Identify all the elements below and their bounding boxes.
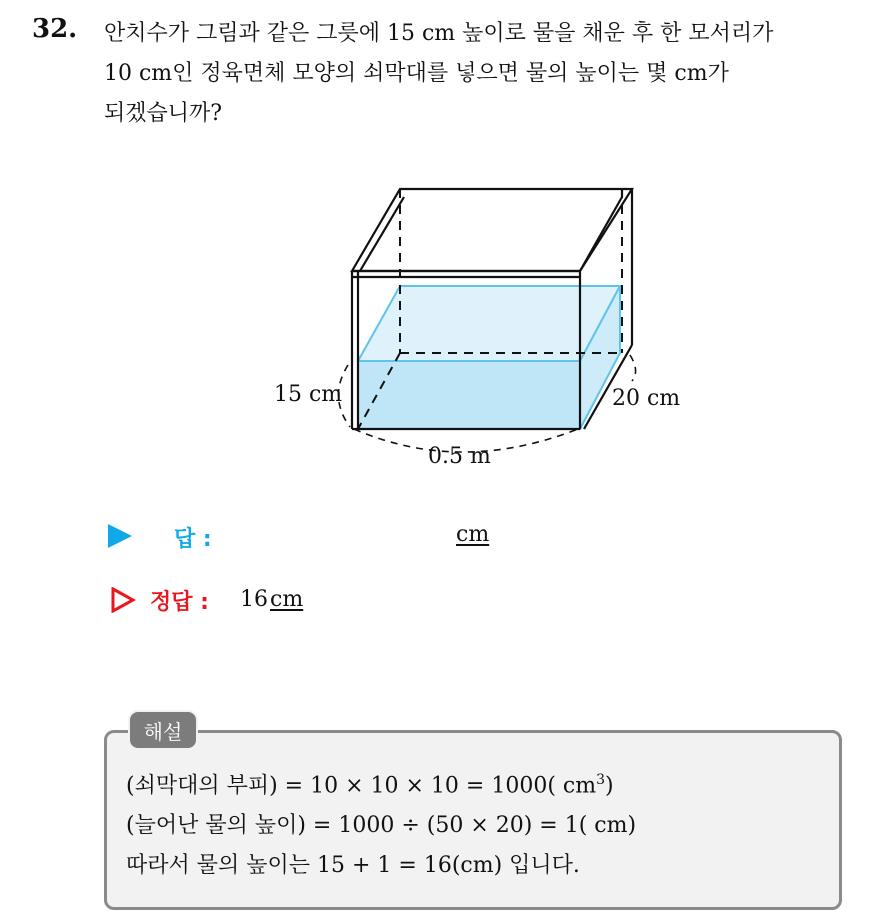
depth-label: 20 cm — [612, 386, 681, 411]
correct-answer-label: 정답 : — [150, 590, 209, 615]
question-line-3: 되겠습니까? — [104, 101, 223, 126]
container-figure — [260, 175, 700, 475]
width-label: 0.5 m — [428, 444, 491, 469]
play-icon — [108, 524, 132, 548]
solution-line-1-exponent: 3 — [596, 772, 606, 788]
answer-unit: cm — [456, 522, 490, 547]
solution-line-2: (늘어난 물의 높이) = 1000 ÷ (50 × 20) = 1( cm) — [126, 813, 637, 839]
question-line-1: 안치수가 그림과 같은 그릇에 15 cm 높이로 물을 채운 후 한 모서리가 — [104, 21, 774, 46]
question-number: 32. — [32, 14, 78, 44]
correct-answer-unit: cm — [270, 587, 304, 612]
answer-label: 답 : — [174, 527, 212, 552]
outline-play-icon — [110, 587, 136, 613]
correct-answer-value — [240, 587, 303, 612]
solution-line-1-end: ) — [605, 773, 614, 799]
question-text — [104, 14, 864, 134]
correct-answer-row — [108, 583, 708, 617]
answer-row — [108, 520, 708, 554]
question-line-2: 10 cm인 정육면체 모양의 쇠막대를 넣으면 물의 높이는 몇 cm가 — [104, 61, 729, 86]
correct-answer-number: 16 — [240, 587, 268, 612]
solution-text — [126, 760, 636, 886]
height-label: 15 cm — [274, 382, 343, 407]
solution-line-3: 따라서 물의 높이는 15 + 1 = 16(cm) 입니다. — [126, 853, 580, 879]
solution-line-1 — [126, 760, 636, 806]
solution-line-1-main: (쇠막대의 부피) = 10 × 10 × 10 = 1000( cm — [126, 773, 597, 799]
solution-tag: 해설 — [128, 710, 198, 750]
water-front-face — [358, 361, 580, 429]
